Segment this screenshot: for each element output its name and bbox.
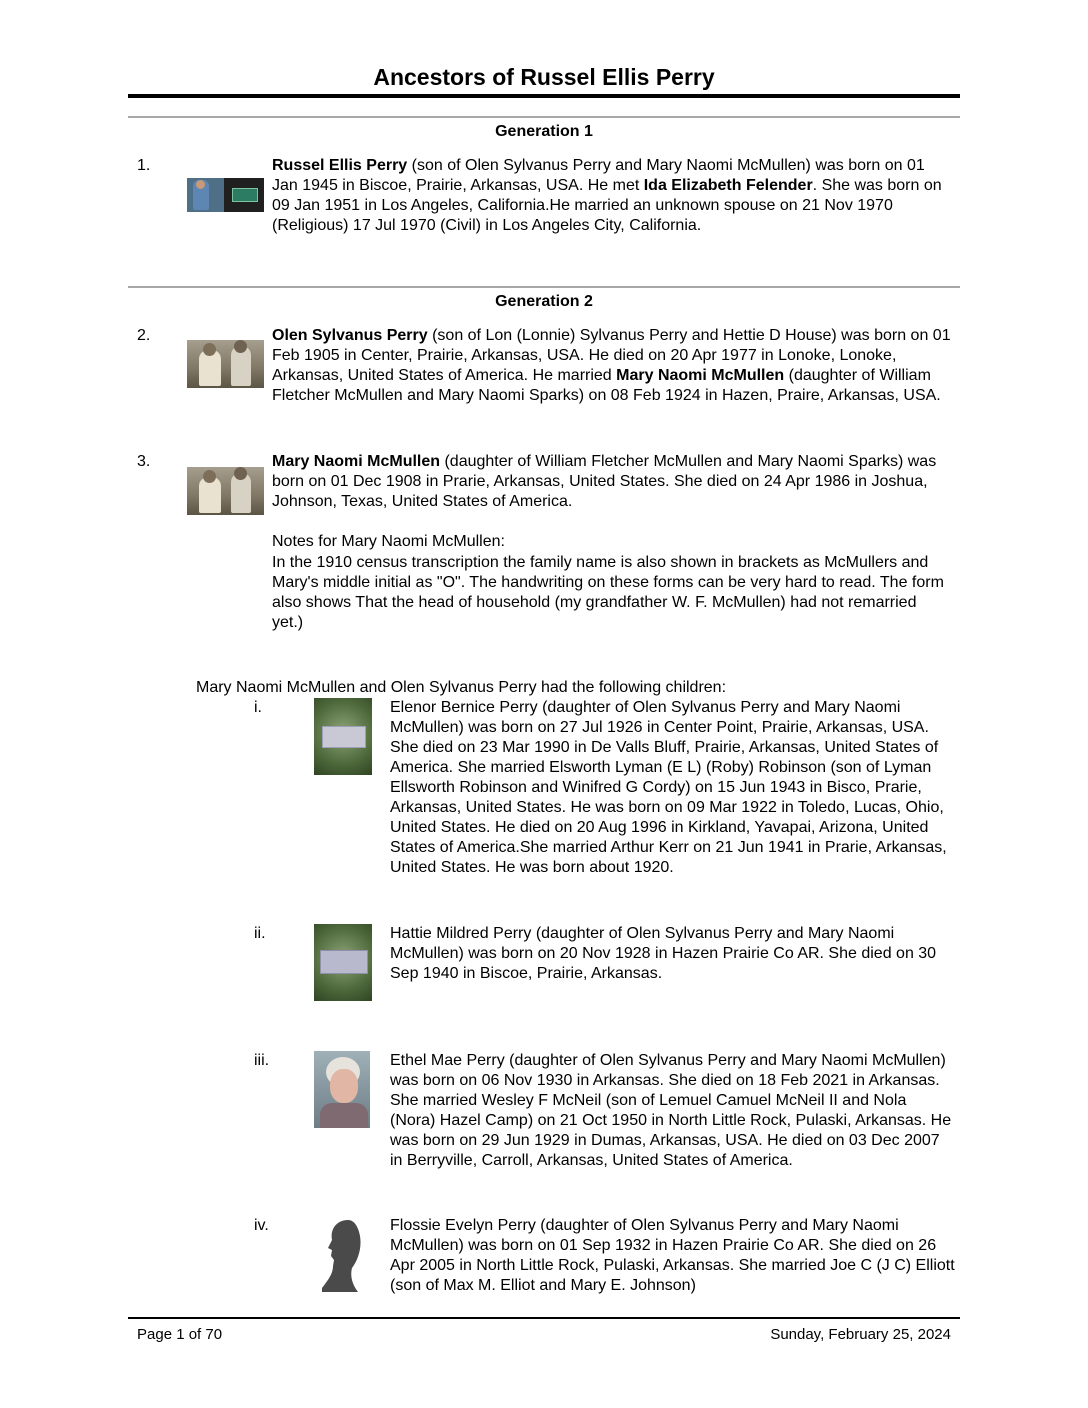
- grave-photo: [314, 698, 372, 775]
- generation-divider: [128, 116, 960, 118]
- notes-text: In the 1910 census transcription the family name is also shown in brackets as McMullers and Mary's middle initial as "O". The handwriting on these forms can be very hard to read. The form also shows That the head of household (my grandfather W. F. McMullen) had not remarried yet.): [272, 554, 944, 631]
- title-divider: [128, 94, 960, 98]
- generation-heading: Generation 1: [495, 123, 593, 140]
- silhouette-icon: [318, 1218, 368, 1294]
- couple-photo: [187, 467, 264, 515]
- footer-divider: [128, 1317, 960, 1319]
- children-intro: Mary Naomi McMullen and Olen Sylvanus Perry had the following children:: [196, 679, 727, 696]
- entry-number: 2.: [137, 327, 151, 344]
- generation-heading: Generation 2: [495, 293, 593, 310]
- child-numeral: iii.: [254, 1052, 270, 1069]
- footer-date: Sunday, February 25, 2024: [770, 1326, 951, 1343]
- child-text: Hattie Mildred Perry (daughter of Olen Sylvanus Perry and Mary Naomi McMullen) was born on 20 Nov 1928 in Hazen Prairie Co AR. She died on 30 Sep 1940 in Biscoe, Prairie, Arkansas.: [390, 925, 937, 982]
- notes-title: Notes for Mary Naomi McMullen:: [272, 533, 505, 550]
- grave-photo: [314, 924, 372, 1001]
- entry-text: Russel Ellis Perry (son of Olen Sylvanus Perry and Mary Naomi McMullen) was born on 01 Jan 1945 in Biscoe, Prairie, Arkansas, USA. He met Ida Elizabeth Felender. She was born on 09 Jan 1951 in Los Angeles, California.He married an unknown spouse on 21 Nov 1970 (Religious) 17 Jul 1970 (Civil) in Los Angeles City, California.: [272, 157, 942, 234]
- child-text: Ethel Mae Perry (daughter of Olen Sylvanus Perry and Mary Naomi McMullen) was born on 06 Nov 1930 in Arkansas. She died on 18 Feb 2021 in Arkansas. She married Wesley F McNeil (son of Lemuel Camuel McNeil II and Nola (Nora) Hazel Camp) on 21 Oct 1950 in North Little Rock, Pulaski, Arkansas. He was born on 29 Jun 1929 in Dumas, Arkansas, USA. He died on 03 Dec 2007 in Berryville, Carroll, Arkansas, United States of America.: [390, 1052, 952, 1169]
- person-photo: [187, 178, 264, 212]
- child-numeral: i.: [254, 699, 262, 716]
- child-text: Elenor Bernice Perry (daughter of Olen Sylvanus Perry and Mary Naomi McMullen) was born on 27 Jul 1926 in Center Point, Prairie, Arkansas, USA. She died on 23 Mar 1990 in De Valls Bluff, Prairie, Arkansas, United States of America. She married Elsworth Lyman (E L) (Roby) Robinson (son of Lyman Ellsworth Robinson and Winifred G Cordy) on 15 Jun 1943 in Bisco, Prarie, Arkansas, United States. He was born on 09 Mar 1922 in Toledo, Lucas, Ohio, United States. He died on 20 Aug 1996 in Kirkland, Yavapai, Arizona, United States of America.She married Arthur Kerr on 21 Jun 1941 in Prarie, Arkansas, United States. He was born about 1920.: [390, 699, 947, 876]
- entry-number: 1.: [137, 157, 151, 174]
- entry-text: Olen Sylvanus Perry (son of Lon (Lonnie) Sylvanus Perry and Hettie D House) was born on 01 Feb 1905 in Center, Prairie, Arkansas, USA. He died on 20 Apr 1977 in Lonoke, Lonoke, Arkansas, United States of America. He married Mary Naomi McMullen (daughter of William Fletcher McMullen and Mary Naomi Sparks) on 08 Feb 1924 in Hazen, Praire, Arkansas, USA.: [272, 327, 951, 404]
- page-number: Page 1 of 70: [137, 1326, 223, 1343]
- entry-text: Mary Naomi McMullen (daughter of William Fletcher McMullen and Mary Naomi Sparks) was born on 01 Dec 1908 in Prarie, Arkansas, United States. She died on 24 Apr 1986 in Joshua, Johnson, Texas, United States of America.: [272, 453, 937, 510]
- couple-photo: [187, 340, 264, 388]
- child-numeral: ii.: [254, 925, 266, 942]
- child-text: Flossie Evelyn Perry (daughter of Olen Sylvanus Perry and Mary Naomi McMullen) was born on 01 Sep 1932 in Hazen Prairie Co AR. She died on 26 Apr 2005 in North Little Rock, Pulaski, Arkansas. She married Joe C (J C) Elliott (son of Max M. Elliot and Mary E. Johnson): [390, 1217, 955, 1294]
- child-numeral: iv.: [254, 1217, 269, 1234]
- page-title: Ancestors of Russel Ellis Perry: [373, 64, 715, 90]
- generation-divider: [128, 286, 960, 288]
- entry-number: 3.: [137, 453, 151, 470]
- portrait-photo: [314, 1051, 370, 1128]
